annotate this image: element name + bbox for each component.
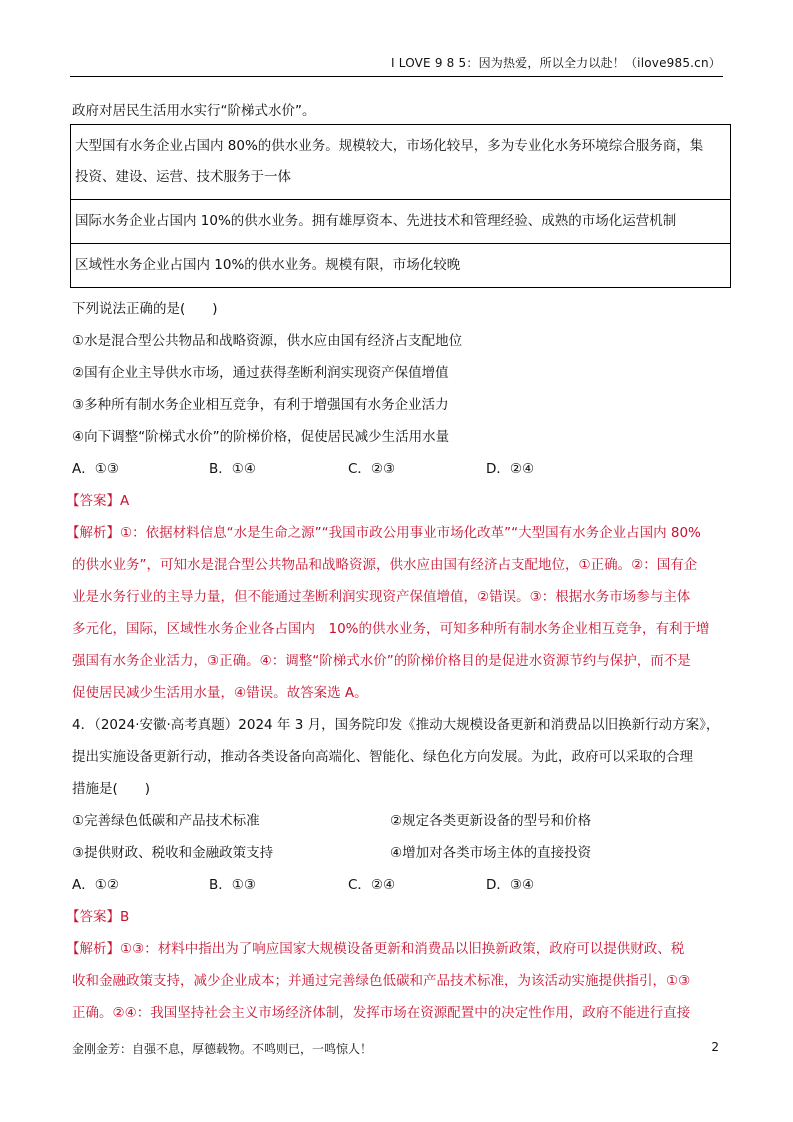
page-header: I LOVE 9 8 5：因为热爱，所以全力以赴！（ilove985.cn） xyxy=(390,56,721,70)
q3-option-a: A．①③ xyxy=(72,461,119,477)
q3-item-3: ③多种所有制水务企业相互竞争，有利于增强国有水务企业活力 xyxy=(72,397,449,413)
intro-line: 政府对居民生活用水实行“阶梯式水价”。 xyxy=(72,103,316,119)
q3-item-4: ④向下调整“阶梯式水价”的阶梯价格，促使居民减少生活用水量 xyxy=(72,429,450,445)
q4-analysis-line: 正确。②④：我国坚持社会主义市场经济体制，发挥市场在资源配置中的决定性作用，政府不能进行直接 xyxy=(72,1005,691,1021)
q3-analysis-line: 业是水务行业的主导力量，但不能通过垄断利润实现资产保值增值，②错误。③：根据水务市场参与主体 xyxy=(72,589,691,605)
footer-motto: 金刚金芳：自强不息，厚德载物。不鸣则已，一鸣惊人！ xyxy=(72,1042,373,1056)
q3-analysis-line: 强国有水务企业活力，③正确。④：调整“阶梯式水价”的阶梯价格目的是促进水资源节约与保护，而不是 xyxy=(72,653,691,669)
q4-item-1: ①完善绿色低碳和产品技术标准 xyxy=(72,813,260,829)
q3-analysis-line: 【解析】①：依据材料信息“水是生命之源”“我国市政公用事业市场化改革”“大型国有水务企业占国内 80% xyxy=(66,525,701,541)
q3-answer: 【答案】A xyxy=(66,493,130,509)
page-number: 2 xyxy=(711,1040,719,1054)
q3-item-2: ②国有企业主导供水市场，通过获得垄断利润实现资产保值增值 xyxy=(72,365,449,381)
q4-option-a: A．①② xyxy=(72,877,119,893)
table-row xyxy=(71,200,730,244)
q4-stem-line: 提出实施设备更新行动，推动各类设备向高端化、智能化、绿色化方向发展。为此，政府可以采取的合理 xyxy=(72,749,693,765)
table-row xyxy=(71,125,730,200)
q3-analysis-line: 促使居民减少生活用水量，④错误。故答案选 A。 xyxy=(72,685,368,701)
q4-answer: 【答案】B xyxy=(66,909,130,925)
q3-stem: 下列说法正确的是( ) xyxy=(72,301,218,317)
table-cell-line: 区域性水务企业占国内 10%的供水业务。规模有限，市场化较晚 xyxy=(75,257,461,273)
q4-stem-line: 措施是( ) xyxy=(72,781,151,797)
header-rule xyxy=(70,76,723,77)
q4-option-b: B．①③ xyxy=(209,877,256,893)
q3-item-1: ①水是混合型公共物品和战略资源，供水应由国有经济占支配地位 xyxy=(72,333,463,349)
q3-option-b: B．①④ xyxy=(209,461,256,477)
q4-option-d: D．③④ xyxy=(486,877,535,893)
q4-analysis-line: 【解析】①③：材料中指出为了响应国家大规模设备更新和消费品以旧换新政策，政府可以提供财政、税 xyxy=(66,941,685,957)
q4-item-3: ③提供财政、税收和金融政策支持 xyxy=(72,845,274,861)
q3-option-d: D．②④ xyxy=(486,461,535,477)
q3-option-c: C．②③ xyxy=(348,461,396,477)
table-cell-line: 国际水务企业占国内 10%的供水业务。拥有雄厚资本、先进技术和管理经验、成熟的市场化运营机制 xyxy=(75,213,677,229)
q4-option-c: C．②④ xyxy=(348,877,396,893)
q3-analysis-line: 多元化，国际，区域性水务企业各占国内 10%的供水业务，可知多种所有制水务企业相互竞争，有利于增 xyxy=(72,621,710,637)
table-cell-line: 大型国有水务企业占国内 80%的供水业务。规模较大，市场化较早，多为专业化水务环境综合服务商，集 xyxy=(75,138,704,154)
q4-item-2: ②规定各类更新设备的型号和价格 xyxy=(390,813,592,829)
q4-analysis-line: 收和金融政策支持，减少企业成本；并通过完善绿色低碳和产品技术标准，为该活动实施提供指引，①③ xyxy=(72,973,691,989)
q4-stem-line: 4．（2024·安徽·高考真题）2024 年 3 月，国务院印发《推动大规模设备更新和消费品以旧换新行动方案》， xyxy=(72,717,720,733)
q3-analysis-line: 的供水业务”，可知水是混合型公共物品和战略资源，供水应由国有经济占支配地位，①正确。②：国有企 xyxy=(72,557,698,573)
table-row xyxy=(71,244,730,287)
q4-item-4: ④增加对各类市场主体的直接投资 xyxy=(390,845,592,861)
table-cell-line: 投资、建设、运营、技术服务于一体 xyxy=(75,169,291,185)
material-table xyxy=(70,124,731,288)
